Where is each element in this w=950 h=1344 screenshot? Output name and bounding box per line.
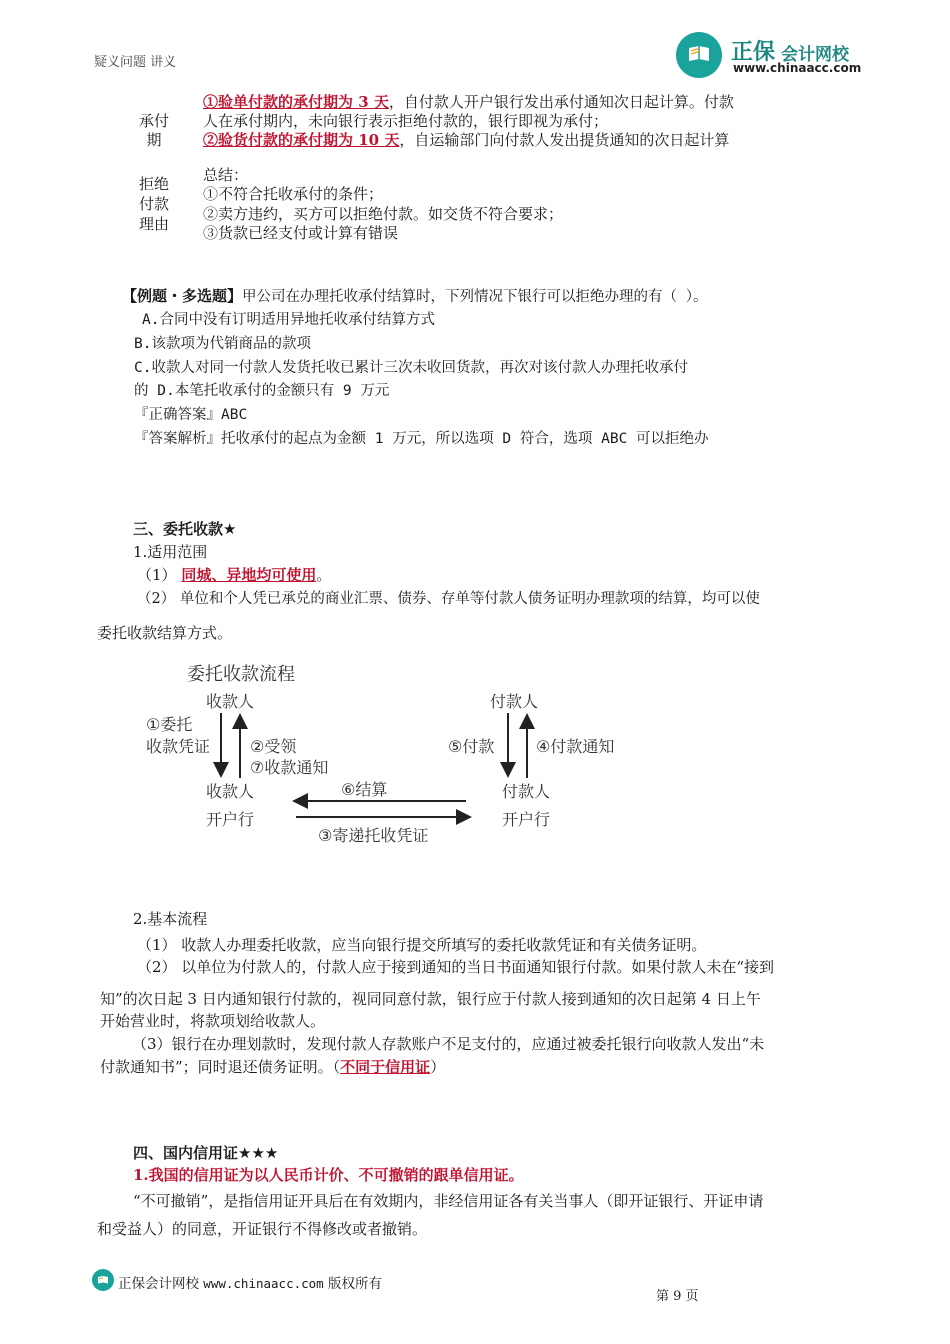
flow-payer-bank-1: 付款人 xyxy=(502,782,551,801)
example-option-a: A.合同中没有订明适用异地托收承付结算方式 xyxy=(142,312,435,328)
flow-step5: ⑤付款 xyxy=(448,737,495,756)
row-label-acceptance-period: 承付 期 xyxy=(139,112,170,149)
flow-step6: ⑥结算 xyxy=(341,780,388,799)
row-label-refusal-reason: 拒绝 付款 理由 xyxy=(139,175,170,233)
section3b-p3-line1: （3）银行在办理划款时，发现付款人存款账户不足支付的，应通过被委托银行向收款人发出“未 xyxy=(132,1035,765,1053)
acceptance-period-line1: ①验单付款的承付期为 3 天，自付款人开户银行发出承付通知次日起计算。付款 xyxy=(203,93,734,111)
refusal-item-1: ①不符合托收承付的条件； xyxy=(203,185,384,203)
example-answer: 『正确答案』ABC xyxy=(134,407,248,423)
flow-payer-bank-2: 开户行 xyxy=(502,810,551,829)
flow-step7: ⑦收款通知 xyxy=(250,758,329,777)
flow-title: 委托收款流程 xyxy=(187,664,295,685)
header-top-fragment: 疑义问题 讲义 xyxy=(94,55,177,70)
section4-p3-cut: 和受益人）的同意，开证银行不得修改或者撤销。 xyxy=(97,1220,428,1238)
footer-url-link[interactable]: www.chinaacc.com xyxy=(203,1276,324,1291)
refusal-item-3: ③货款已经支付或计算有错误 xyxy=(203,224,399,242)
example-option-d: 的 D.本笔托收承付的金额只有 9 万元 xyxy=(134,383,390,399)
example-question: 【例题・多选题】甲公司在办理托收承付结算时，下列情况下银行可以拒绝办理的有（ ）。 xyxy=(122,287,708,305)
refusal-summary: 总结： xyxy=(203,166,249,184)
footer-text: 正保会计网校 www.chinaacc.com 版权所有 xyxy=(118,1276,383,1292)
flow-step3: ③寄递托收凭证 xyxy=(318,826,429,845)
brand-name: 正保 xyxy=(731,40,776,65)
flow-payee: 收款人 xyxy=(206,692,255,711)
flow-step2: ②受领 xyxy=(250,737,297,756)
example-analysis: 『答案解析』托收承付的起点为金额 1 万元，所以选项 D 符合，选项 ABC 可以拒绝办 xyxy=(134,431,709,447)
section3b-p2-cut: （2） 以单位为付款人的，付款人应于接到通知的当日书面通知银行付款。如果付款人未在“接到 xyxy=(137,958,774,976)
flow-payee-bank-1: 收款人 xyxy=(206,782,255,801)
flow-payee-bank-2: 开户行 xyxy=(206,810,255,829)
section3-p1: （1） 同城、异地均可使用。 xyxy=(137,566,332,584)
footer-logo-icon xyxy=(92,1269,114,1291)
section3b-p2-line3: 开始营业时，将款项划给收款人。 xyxy=(100,1012,326,1030)
section3-sub1: 1.适用范围 xyxy=(133,543,208,561)
flow-step1-a: ①委托 xyxy=(146,715,193,734)
section4-p2-cut: “不可撤销”，是指信用证开具后在有效期内，非经信用证各有关当事人（即开证银行、开证申请 xyxy=(133,1192,764,1210)
acceptance-period-line2: 人在承付期内，未向银行表示拒绝付款的，银行即视为承付； xyxy=(203,112,609,130)
footer-page-number: 第 9 页 xyxy=(656,1289,699,1304)
section3b-p2-line2: 知”的次日起 3 日内通知银行付款的，视同同意付款，银行应于付款人接到通知的次日起第 4 日上午 xyxy=(100,990,761,1008)
refusal-item-2: ②卖方违约，买方可以拒绝付款。如交货不符合要求； xyxy=(203,205,564,223)
section3-sub2: 2.基本流程 xyxy=(133,910,208,928)
acceptance-period-line3: ②验货付款的承付期为 10 天，自运输部门向付款人发出提货通知的次日起计算 xyxy=(203,131,730,149)
flow-step1-b: 收款凭证 xyxy=(146,737,211,756)
section3-p2-cont: 委托收款结算方式。 xyxy=(97,624,233,642)
example-option-c: C.收款人对同一付款人发货托收已累计三次未收回货款，再次对该付款人办理托收承付 xyxy=(134,360,688,376)
example-option-b: B.该款项为代销商品的款项 xyxy=(134,336,311,352)
section4-p1-cut: 1.我国的信用证为以人民币计价、不可撤销的跟单信用证。 xyxy=(133,1166,524,1184)
flow-step4: ④付款通知 xyxy=(536,737,615,756)
flow-payer: 付款人 xyxy=(490,692,539,711)
section3b-p3-line2: 付款通知书”；同时退还债务证明。（不同于信用证） xyxy=(100,1058,446,1076)
section3b-p1: （1） 收款人办理委托收款，应当向银行提交所填写的委托收款凭证和有关债务证明。 xyxy=(137,936,707,954)
section4-heading: 四、国内信用证★★★ xyxy=(133,1144,279,1162)
section3-p2: （2） 单位和个人凭已承兑的商业汇票、债券、存单等付款人债务证明办理款项的结算，均可以使 xyxy=(137,591,760,607)
brand-subname: 会计网校 xyxy=(781,45,849,65)
section3-heading: 三、委托收款★ xyxy=(133,520,237,538)
brand-url: www.chinaacc.com xyxy=(733,61,862,75)
